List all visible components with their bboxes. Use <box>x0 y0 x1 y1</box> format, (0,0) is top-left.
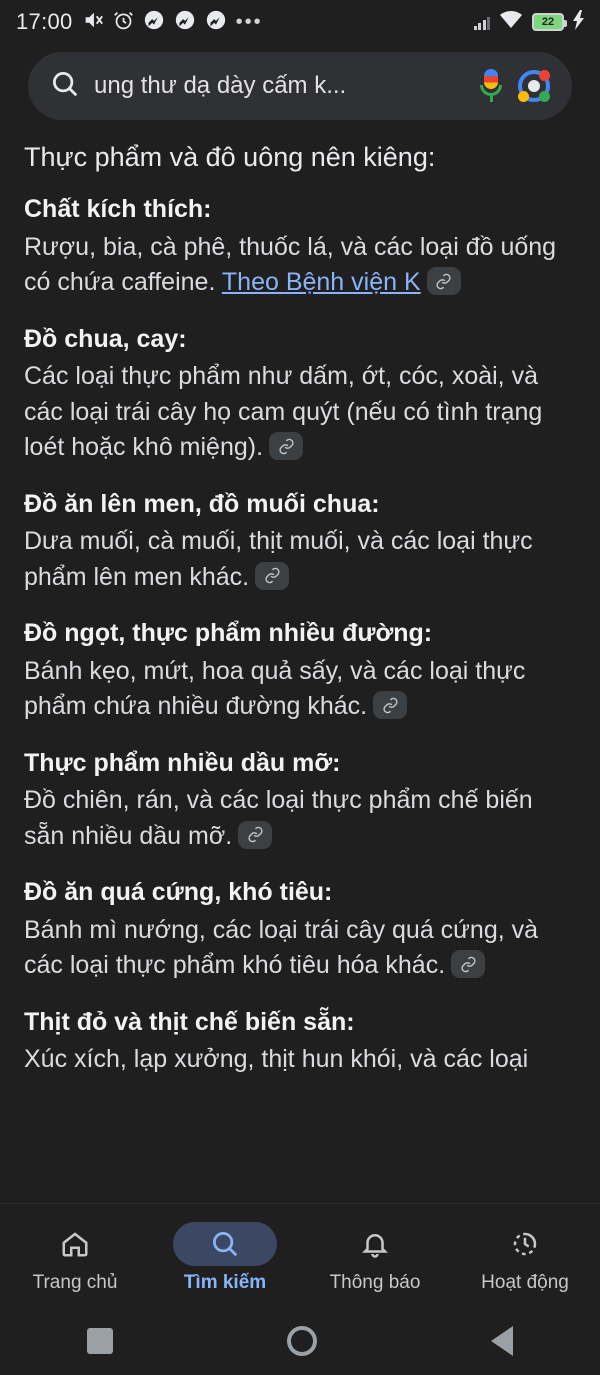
back-button[interactable] <box>491 1326 513 1356</box>
nav-item-home[interactable] <box>0 1222 150 1294</box>
mute-icon <box>82 9 104 35</box>
nav-label-home: Trang chủ <box>32 1271 118 1293</box>
signal-icon <box>474 15 491 30</box>
article-section <box>24 747 576 855</box>
section-heading: Đồ chua, cay: <box>24 324 187 353</box>
article-section <box>24 488 576 596</box>
search-input[interactable]: ung thư dạ dày cấm k... <box>94 72 347 99</box>
article-section <box>24 193 576 301</box>
section-text-before: Đồ chiên, rán, và các loại thực phẩm chế biến sẵn nhiều dầu mỡ. <box>24 786 533 850</box>
nav-item-search[interactable] <box>150 1222 300 1294</box>
home-icon <box>23 1222 127 1266</box>
section-text-before: Bánh kẹo, mứt, hoa quả sấy, và các loại thực phẩm chứa nhiều đường khác. <box>24 656 526 721</box>
bell-icon <box>323 1222 427 1266</box>
activity-clock-icon <box>473 1222 577 1266</box>
section-text-before: Dưa muối, cà muối, thịt muối, và các loại thực phẩm lên men khác. <box>24 527 533 591</box>
system-navigation-bar <box>0 1307 600 1375</box>
article-section <box>24 1006 576 1078</box>
google-lens-icon[interactable] <box>518 70 550 102</box>
nav-item-notifications[interactable] <box>300 1222 450 1294</box>
link-icon[interactable] <box>373 691 407 719</box>
section-heading: Thịt đỏ và thịt chế biến sẵn: <box>24 1007 355 1036</box>
search-bar-container <box>0 44 600 132</box>
recent-apps-button[interactable] <box>87 1328 113 1354</box>
search-icon <box>50 69 80 103</box>
battery-icon <box>532 13 564 31</box>
section-text <box>24 524 576 595</box>
section-text <box>24 783 576 854</box>
messenger-icon <box>143 9 165 35</box>
section-heading: Đồ ăn quá cứng, khó tiêu: <box>24 878 333 907</box>
link-icon[interactable] <box>427 267 461 295</box>
microphone-icon[interactable] <box>478 69 504 103</box>
section-text <box>24 230 576 301</box>
alarm-icon <box>113 10 134 35</box>
source-link[interactable]: Theo Bệnh viện K <box>221 268 421 297</box>
link-icon[interactable] <box>238 821 272 849</box>
nav-label-notifications: Thông báo <box>329 1271 421 1293</box>
section-heading: Đồ ngọt, thực phẩm nhiều đường: <box>24 619 433 648</box>
section-text <box>24 654 576 725</box>
link-icon[interactable] <box>255 562 289 590</box>
section-text-before: Rượu, bia, cà phê, thuốc lá, và các loại đồ uống có chứa caffeine. <box>24 232 557 297</box>
charging-icon <box>573 10 584 34</box>
section-heading: Thực phẩm nhiều dầu mỡ: <box>24 748 341 777</box>
search-icon <box>173 1222 277 1266</box>
nav-item-activity[interactable] <box>450 1222 600 1294</box>
section-heading: Chất kích thích: <box>24 195 212 224</box>
nav-label-activity: Hoạt động <box>481 1271 569 1293</box>
messenger-icon <box>174 9 196 35</box>
bottom-navigation <box>0 1203 600 1307</box>
article-content <box>0 132 600 1203</box>
section-text <box>24 913 576 984</box>
article-intro: Thực phẩm và đô uông nên kiêng: <box>24 142 436 172</box>
status-bar-right <box>474 10 585 34</box>
section-text: Xúc xích, lạp xưởng, thịt hun khói, và các loại <box>24 1045 529 1074</box>
home-button[interactable] <box>287 1326 317 1356</box>
article-section <box>24 617 576 725</box>
search-bar[interactable] <box>28 52 572 120</box>
status-bar <box>0 0 600 44</box>
wifi-icon <box>499 10 523 34</box>
status-bar-left <box>16 9 263 35</box>
nav-label-search: Tìm kiếm <box>183 1271 267 1293</box>
messenger-icon <box>205 9 227 35</box>
section-text <box>24 359 576 466</box>
status-time: 17:00 <box>16 9 73 34</box>
section-text-before: Bánh mì nướng, các loại trái cây quá cứng, và các loại thực phẩm khó tiêu hóa khác. <box>24 915 539 980</box>
battery-percent: 22 <box>541 16 555 28</box>
link-icon[interactable] <box>269 432 303 460</box>
more-dots-icon: ••• <box>235 10 263 33</box>
section-heading: Đồ ăn lên men, đồ muối chua: <box>24 489 380 518</box>
section-text-before: Các loại thực phẩm như dấm, ớt, cóc, xoài, và các loại trái cây họ cam quýt (nếu có tình trạng loét hoặc khô miệng). <box>24 362 543 462</box>
article-section <box>24 323 576 466</box>
link-icon[interactable] <box>451 950 485 978</box>
article-section <box>24 876 576 984</box>
